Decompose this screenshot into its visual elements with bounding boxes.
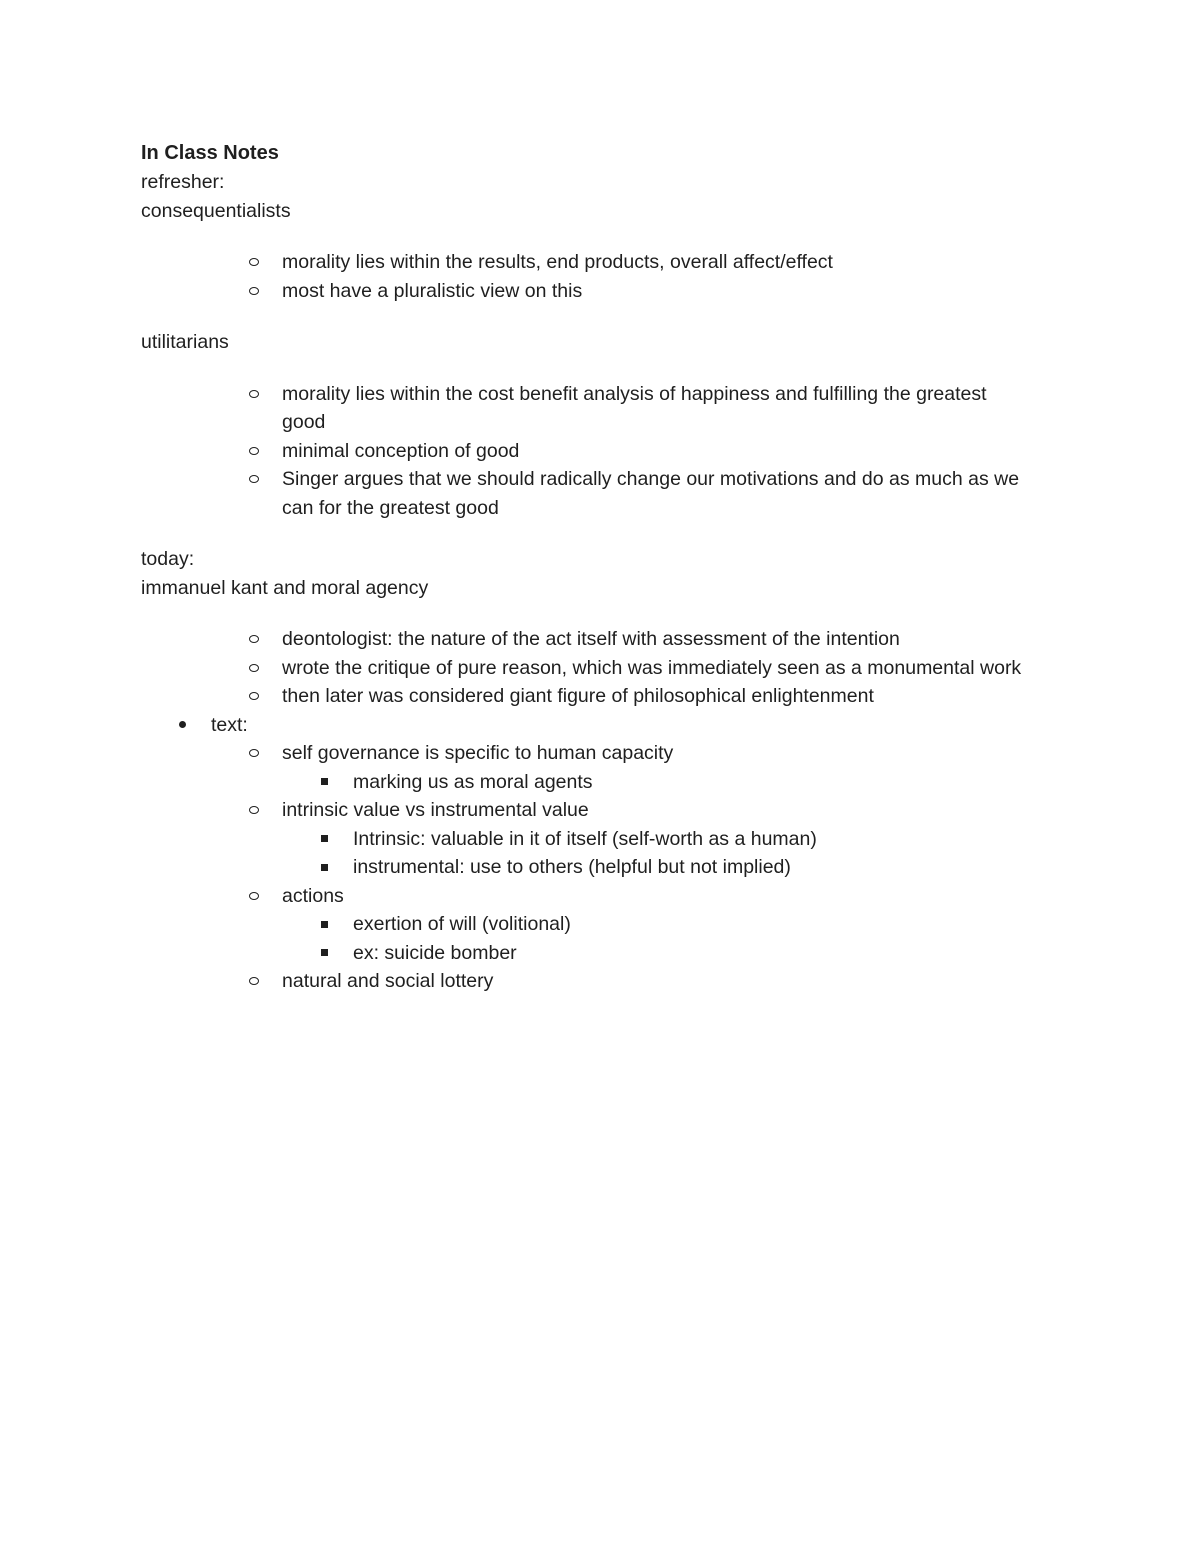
document-title: In Class Notes <box>141 142 279 164</box>
list-item: text: <box>141 711 1061 740</box>
list-item: deontologist: the nature of the act itself with assessment of the intention <box>141 625 1061 654</box>
circle-bullet-icon <box>247 967 261 996</box>
square-bullet-icon <box>317 825 331 854</box>
circle-bullet-icon <box>247 380 261 409</box>
disc-bullet-icon <box>175 711 189 740</box>
circle-bullet-icon <box>247 739 261 768</box>
document-page <box>141 139 1061 996</box>
list-item: morality lies within the results, end products, overall affect/effect <box>141 248 1061 277</box>
circle-bullet-icon <box>247 882 261 911</box>
list-item: self governance is specific to human capacity <box>141 739 1061 768</box>
kant-label: immanuel kant and moral agency <box>141 576 429 599</box>
list-item: minimal conception of good <box>141 437 1061 466</box>
today-label: today: <box>141 548 195 570</box>
list-item: most have a pluralistic view on this <box>141 277 1061 306</box>
square-bullet-icon <box>317 939 331 968</box>
spacer <box>141 602 1061 625</box>
circle-bullet-icon <box>247 437 261 466</box>
list-item: Intrinsic: valuable in it of itself (self-worth as a human) <box>141 825 1061 854</box>
list-item: Singer argues that we should radically change our motivations and do as much as we can for the greatest good <box>141 465 1042 522</box>
list-item: exertion of will (volitional) <box>141 910 1061 939</box>
spacer <box>141 357 1061 380</box>
circle-bullet-icon <box>247 796 261 825</box>
list-item: instrumental: use to others (helpful but not implied) <box>141 853 1061 882</box>
list-item: natural and social lottery <box>141 967 1061 996</box>
spacer <box>141 522 1061 545</box>
utilitarians-label: utilitarians <box>141 331 229 353</box>
consequentialists-label: consequentialists <box>141 199 291 222</box>
circle-bullet-icon <box>247 465 261 494</box>
circle-bullet-icon <box>247 277 261 306</box>
square-bullet-icon <box>317 853 331 882</box>
list-item: actions <box>141 882 1061 911</box>
spacer <box>141 225 1061 248</box>
circle-bullet-icon <box>247 248 261 277</box>
list-item: morality lies within the cost benefit analysis of happiness and fulfilling the greatest good <box>141 380 992 437</box>
square-bullet-icon <box>317 768 331 797</box>
list-item: ex: suicide bomber <box>141 939 1061 968</box>
circle-bullet-icon <box>247 654 261 683</box>
spacer <box>141 305 1061 328</box>
list-item: wrote the critique of pure reason, which was immediately seen as a monumental work <box>141 654 1057 683</box>
list-item: marking us as moral agents <box>141 768 1061 797</box>
circle-bullet-icon <box>247 625 261 654</box>
list-item: then later was considered giant figure of philosophical enlightenment <box>141 682 1061 711</box>
list-item: intrinsic value vs instrumental value <box>141 796 1061 825</box>
refresher-label: refresher: <box>141 171 225 193</box>
square-bullet-icon <box>317 910 331 939</box>
circle-bullet-icon <box>247 682 261 711</box>
